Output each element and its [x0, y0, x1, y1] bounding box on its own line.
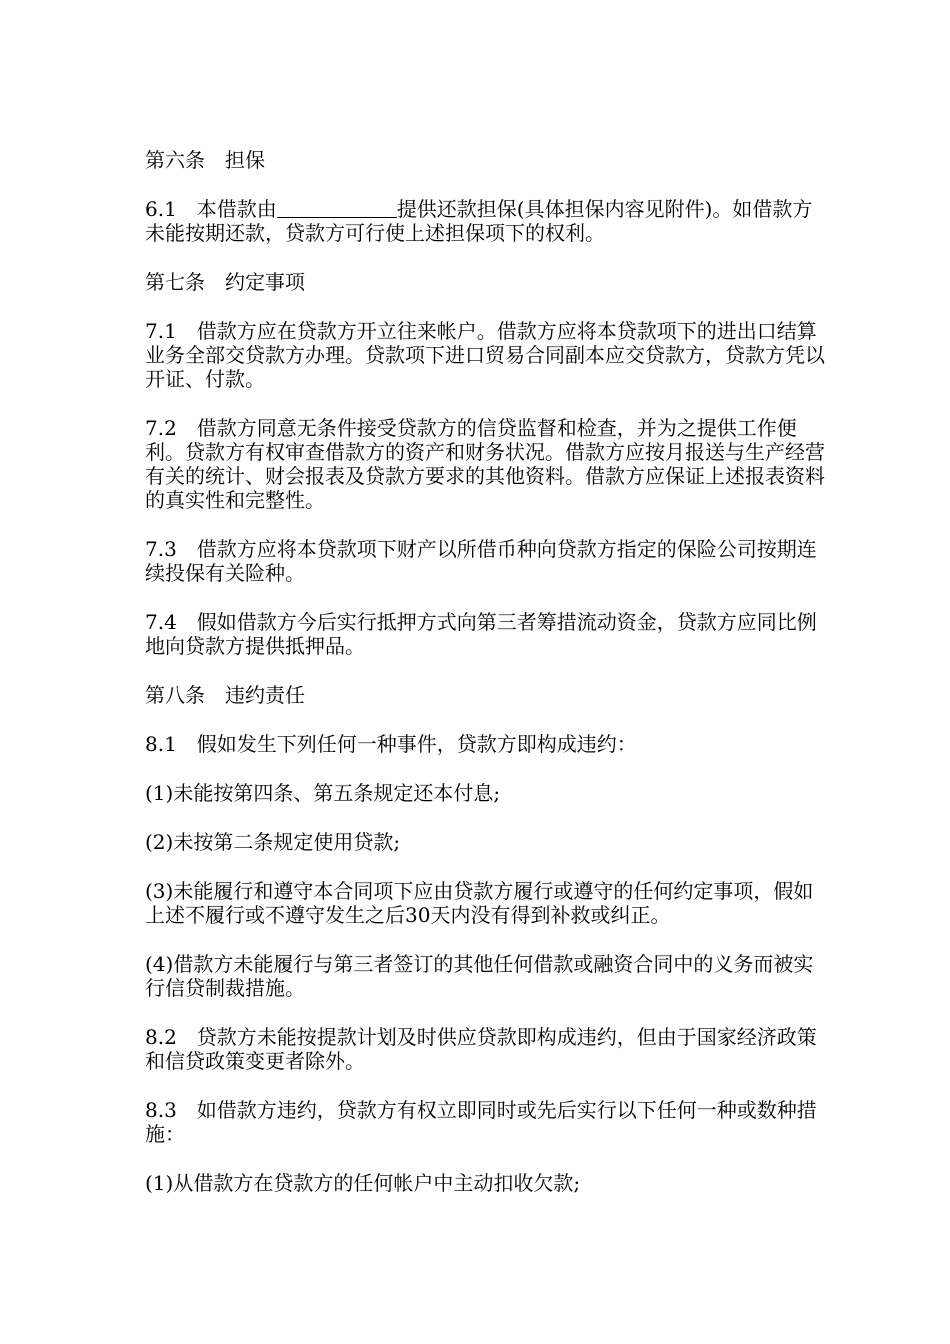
clause-7-2: 7.2 借款方同意无条件接受贷款方的信贷监督和检查，并为之提供工作便利。贷款方有权审查借款方的资产和财务状况。借款方应按月报送与生产经营有关的统计、财会报表及贷款方要求的其他资料。借款方应保证上述报表资料的真实性和完整性。 — [145, 416, 825, 512]
clause-8-1-item-1: (1)未能按第四条、第五条规定还本付息; — [145, 781, 501, 805]
guarantor-blank-field — [277, 197, 397, 218]
clause-8-1: 8.1 假如发生下列任何一种事件，贷款方即构成违约： — [145, 732, 637, 756]
clause-8-3: 8.3 如借款方违约，贷款方有权立即同时或先后实行以下任何一种或数种措施： — [145, 1098, 817, 1146]
clause-8-2: 8.2 贷款方未能按提款计划及时供应贷款即构成违约，但由于国家经济政策和信贷政策变更者除外。 — [145, 1025, 817, 1073]
article-6-heading: 第六条 担保 — [145, 148, 265, 172]
clause-8-3-item-1: (1)从借款方在贷款方的任何帐户中主动扣收欠款; — [145, 1171, 581, 1195]
document-page — [145, 148, 825, 1220]
clause-7-3: 7.3 借款方应将本贷款项下财产以所借币种向贷款方指定的保险公司按期连续投保有关险种。 — [145, 537, 817, 585]
clause-7-1: 7.1 借款方应在贷款方开立往来帐户。借款方应将本贷款项下的进出口结算业务全部交贷款方办理。贷款项下进口贸易合同副本应交贷款方，贷款方凭以开证、付款。 — [145, 319, 825, 391]
clause-6-1 — [145, 197, 825, 245]
clause-7-4: 7.4 假如借款方今后实行抵押方式向第三者筹措流动资金，贷款方应同比例地向贷款方提供抵押品。 — [145, 610, 817, 658]
clause-8-1-item-3: (3)未能履行和遵守本合同项下应由贷款方履行或遵守的任何约定事项，假如上述不履行或不遵守发生之后30天内没有得到补救或纠正。 — [145, 879, 814, 927]
clause-6-1-lead: 6.1 本借款由 — [145, 197, 277, 221]
clause-8-1-item-2: (2)未按第二条规定使用贷款; — [145, 830, 401, 854]
clause-8-1-item-4: (4)借款方未能履行与第三者签订的其他任何借款或融资合同中的义务而被实行信贷制裁措施。 — [145, 952, 814, 1000]
article-7-heading: 第七条 约定事项 — [145, 270, 305, 294]
article-8-heading: 第八条 违约责任 — [145, 683, 305, 707]
clause-6-1-rest: 提供还款担保(具体担保内容见附件)。如借款方未能按期还款，贷款方可行使上述担保项下的权利。 — [145, 197, 813, 245]
